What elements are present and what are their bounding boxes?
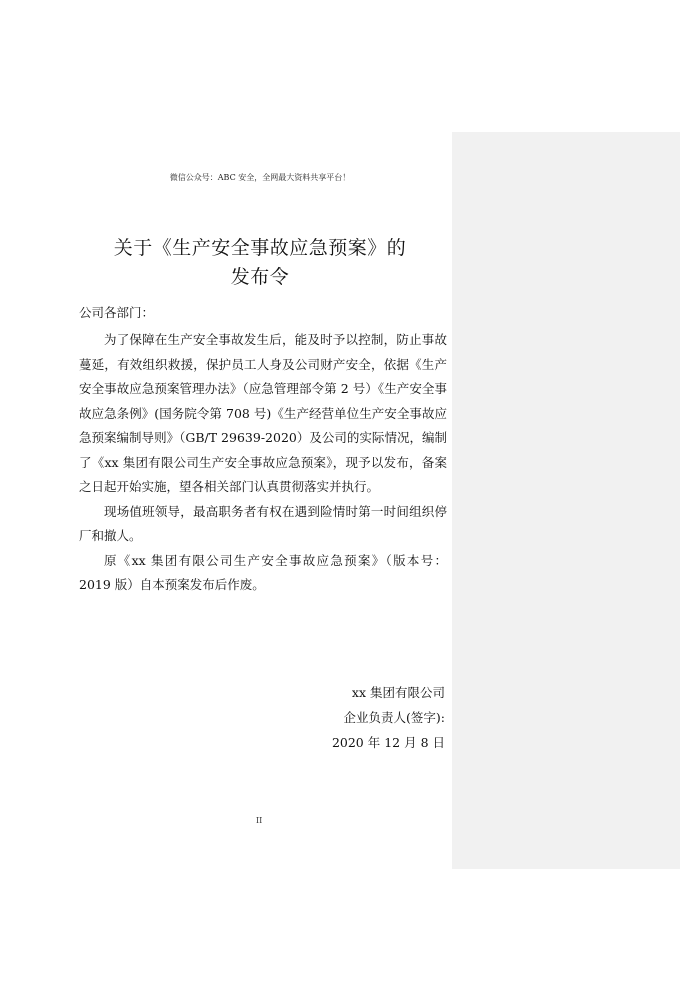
paragraph-duty-leader: 现场值班领导，最高职务者有权在遇到险情时第一时间组织停厂和撤人。 <box>79 503 447 543</box>
salutation: 公司各部门： <box>79 305 155 320</box>
signature-responsible: 企业负责人(签字): <box>343 710 445 725</box>
body-text <box>79 328 447 598</box>
signature-date: 2020 年 12 月 8 日 <box>331 735 445 750</box>
paragraph-supersede: 原《xx 集团有限公司生产安全事故应急预案》（版本号：2019 版）自本预案发布后作废。 <box>79 552 447 592</box>
document-title <box>0 234 520 292</box>
title-line-1: 关于《生产安全事故应急预案》的 <box>113 237 407 259</box>
page-number: II <box>256 816 263 825</box>
signature-company: xx 集团有限公司 <box>351 685 445 700</box>
title-line-2: 发布令 <box>230 266 290 288</box>
paragraph-basis: 为了保障在生产安全事故发生后，能及时予以控制，防止事故蔓延，有效组织救援，保护员工人身及公司财产安全，依据《生产安全事故应急预案管理办法》（应急管理部令第 2 号）《生产安全事故应急条例》(国务院令第 708 号)《生产经营单位生产安全事故应急预案编制导则》（GB/T 29639-2020）及公司的实际情况，编制了《xx 集团有限公司生产安全事故应急预案》，现予以发布，备案之日起开始实施，望各相关部门认真贯彻落实并执行。 <box>79 332 447 494</box>
header-note: 微信公众号：ABC 安全，全网最大资料共享平台！ <box>169 173 351 182</box>
